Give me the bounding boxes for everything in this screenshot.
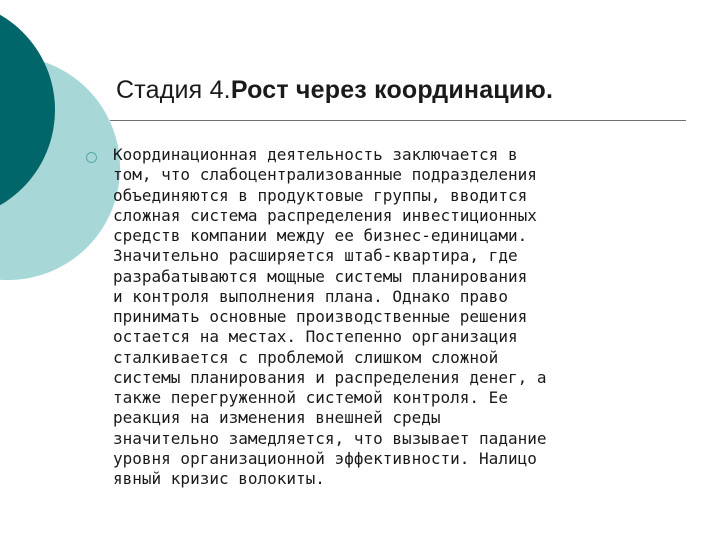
body-line: объединяются в продуктовые группы, вводится [113,185,528,205]
body-line: средств компании между ее бизнес-единицами. [113,226,528,245]
body-line: сталкивается с проблемой слишком сложной [113,347,499,367]
body-line: Значительно расширяется штаб-квартира, где [113,246,518,266]
body-line: Координационная деятельность заключается в [113,145,518,164]
slide-title [116,76,553,105]
body-line: и контроля выполнения плана. Однако право [113,286,508,306]
title-divider [110,120,686,121]
slide-title-main: Рост через координацию. [230,76,554,104]
body-line: значительно замедляется, что вызывает падание [113,428,547,448]
body-line: реакция на изменения внешней среды [113,408,441,428]
body-line: явный кризис волокиты. [113,469,325,488]
decorative-circles [0,0,120,300]
bullet-circle-icon [86,152,97,163]
body-line: также перегруженной системой контроля. Ее [113,388,508,407]
body-line: остается на местах. Постепенно организация [113,327,518,347]
body-line: том, что слабоцентрализованные подразделения [113,165,537,185]
body-line: разрабатываются мощные системы планирования [113,266,528,286]
body-line: уровня организационной эффективности. Налицо [113,448,537,468]
bullet-text [113,145,673,489]
body-line: системы планирования и распределения денег, а [113,367,547,387]
body-line: сложная система распределения инвестиционных [113,205,537,225]
body-line: принимать основные производственные решения [113,307,528,326]
slide-title-prefix: Стадия 4. [116,76,231,104]
